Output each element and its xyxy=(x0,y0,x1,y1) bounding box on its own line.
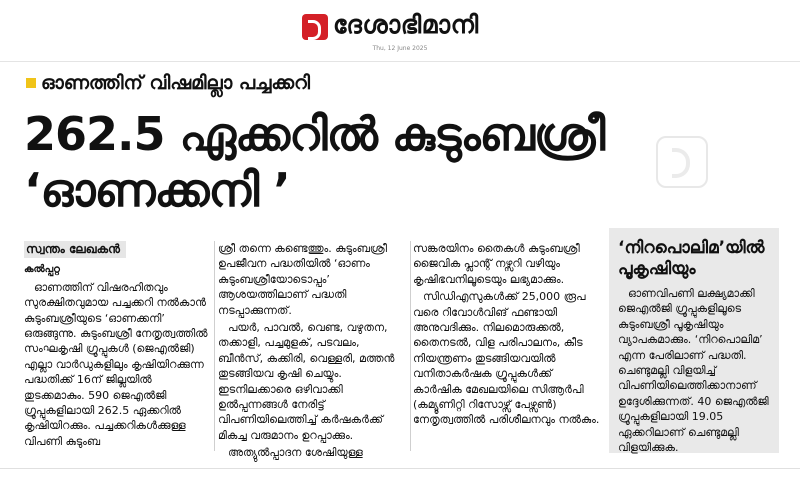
headline-line-1: 262.5 ഏക്കറിൽ കുടുംബശ്രീ xyxy=(24,107,605,161)
sidebar-body: ഓണവിപണി ലക്ഷ്യമാക്കി ജെഎൽജി ഗ്രൂപ്പുകളിലൂടെ കുടുംബശ്രീ പൂകൃഷിയും വ്യാപകമാക്കും. ‘നിറപൊലിമ’ എന്ന പേരിലാണ് പദ്ധതി. ചെണ്ടുമല്ലി വിളയിച്ച് വിപണിയിലെത്തിക്കാനാണ് ഉദ്ദേശിക്കുന്നത്. 40 ജെഎൽജി ഗ്രൂപ്പുകളിലായി 19.05 ഏക്കറിലാണ് ചെണ്ടുമല്ലി വിളയിക്കുക. xyxy=(618,287,769,455)
deshabhimani-logo-icon[interactable] xyxy=(302,14,328,40)
paragraph: ശ്രീ തന്നെ കണ്ടെത്തും. കുടുംബശ്രീ ഉപജീവന പദ്ധതിയിൽ ‘ഓണം കുടുംബശ്രീയോടൊപ്പം’ ആശയത്തിലാണ് പദ്ധതി നടപ്പാക്കുന്നത്. xyxy=(218,242,387,317)
edition-date: Thu, 12 June 2025 xyxy=(372,45,428,52)
sidebar-title-line-2: പൂകൃഷിയും xyxy=(618,259,696,279)
column-divider xyxy=(410,241,411,451)
headline-line-2: ‘ഓണക്കനി ’ xyxy=(24,163,290,217)
page-bottom-rule xyxy=(0,468,800,469)
headline xyxy=(24,106,604,218)
byline: സ്വന്തം ലേഖകൻ xyxy=(24,241,126,258)
paragraph: ഓണത്തിന് വിഷരഹിതവും സുരക്ഷിതവുമായ പച്ചക്കറി നൽകാൻ കുടുംബശ്രീയുടെ ‘ഓണക്കനി’ ഒരുങ്ങുന്നു. കുടുംബശ്രീ നേതൃത്വത്തിൽ സംഘകൃഷി ഗ്രൂപ്പുകൾ (ജെഎൽജി) എല്ലാ വാർഡുകളിലും കൃഷിയിറക്കുന്ന പദ്ധതിക്ക് 16ന് ജില്ലയിൽ തുടക്കമാകും. 590 ജെഎൽജി ഗ്രൂപ്പുകളിലായി 262.5 ഏക്കറിൽ കൃഷിയിറക്കും. പച്ചക്കറികൾക്കുള്ള വിപണി കുടുംബ xyxy=(24,280,208,448)
sidebar-title xyxy=(618,238,770,280)
kicker: ഓണത്തിന് വിഷമില്ലാ പച്ചക്കറി xyxy=(41,72,311,94)
masthead xyxy=(0,0,800,58)
sidebar-title-line-1: ‘നിറപൊലിമ’യിൽ xyxy=(618,238,765,258)
paragraph: പയർ, പാവൽ, വെണ്ട, വഴുതന, തക്കാളി, പച്ചമുളക്, പടവലം, ബീൻസ്, കക്കിരി, വെള്ളരി, മത്തൻ തുടങ്ങിയവ കൃഷി ചെയ്യും. ഇടനിലക്കാരെ ഒഴിവാക്കി ഉൽപ്പന്നങ്ങൾ നേരിട്ട് വിപണിയിലെത്തിച്ച് കർഷകർക്ക് മികച്ച വരുമാനം ഉറപ്പാക്കും. xyxy=(218,321,395,442)
dateline-place: കല്‍പ്പറ്റ xyxy=(24,264,60,276)
article-column-2 xyxy=(218,241,408,463)
column-divider xyxy=(214,241,215,451)
article-column-3 xyxy=(413,241,603,430)
kicker-marker xyxy=(26,78,36,88)
brand-name[interactable]: ദേശാഭിമാനി xyxy=(333,10,479,39)
article-column-1 xyxy=(24,241,212,451)
paragraph: സങ്കരയിനം തൈകൾ കുടുംബശ്രീ ജൈവിക പ്ലാന്റ് നഴ്സറി വഴിയും കൃഷിഭവനിലൂടെയും ലഭ്യമാക്കും. xyxy=(413,242,580,286)
masthead-divider xyxy=(0,61,800,62)
paragraph: സിഡിഎസുകൾക്ക് 25,000 രൂപ വരെ റിവോൾവിങ് ഫണ്ടായി അനുവദിക്കും. നിലമൊരുക്കൽ, തൈനടൽ, വിള പരിപാലനം, കീട നിയന്ത്രണം തുടങ്ങിയവയിൽ വനിതാകർഷക ഗ്രൂപ്പുകൾക്ക് കാർഷിക മേഖലയിലെ സിആർപി (കമ്യൂണിറ്റി റിസോഴ്സ് പേഴ്സൺ) നേതൃത്വത്തിൽ പരിശീലനവും നൽകും. xyxy=(413,290,600,427)
paragraph: അത്യുൽപ്പാദന ശേഷിയുള്ള xyxy=(228,446,363,460)
deshabhimani-watermark-icon xyxy=(656,136,708,188)
sidebar-box xyxy=(609,228,779,453)
